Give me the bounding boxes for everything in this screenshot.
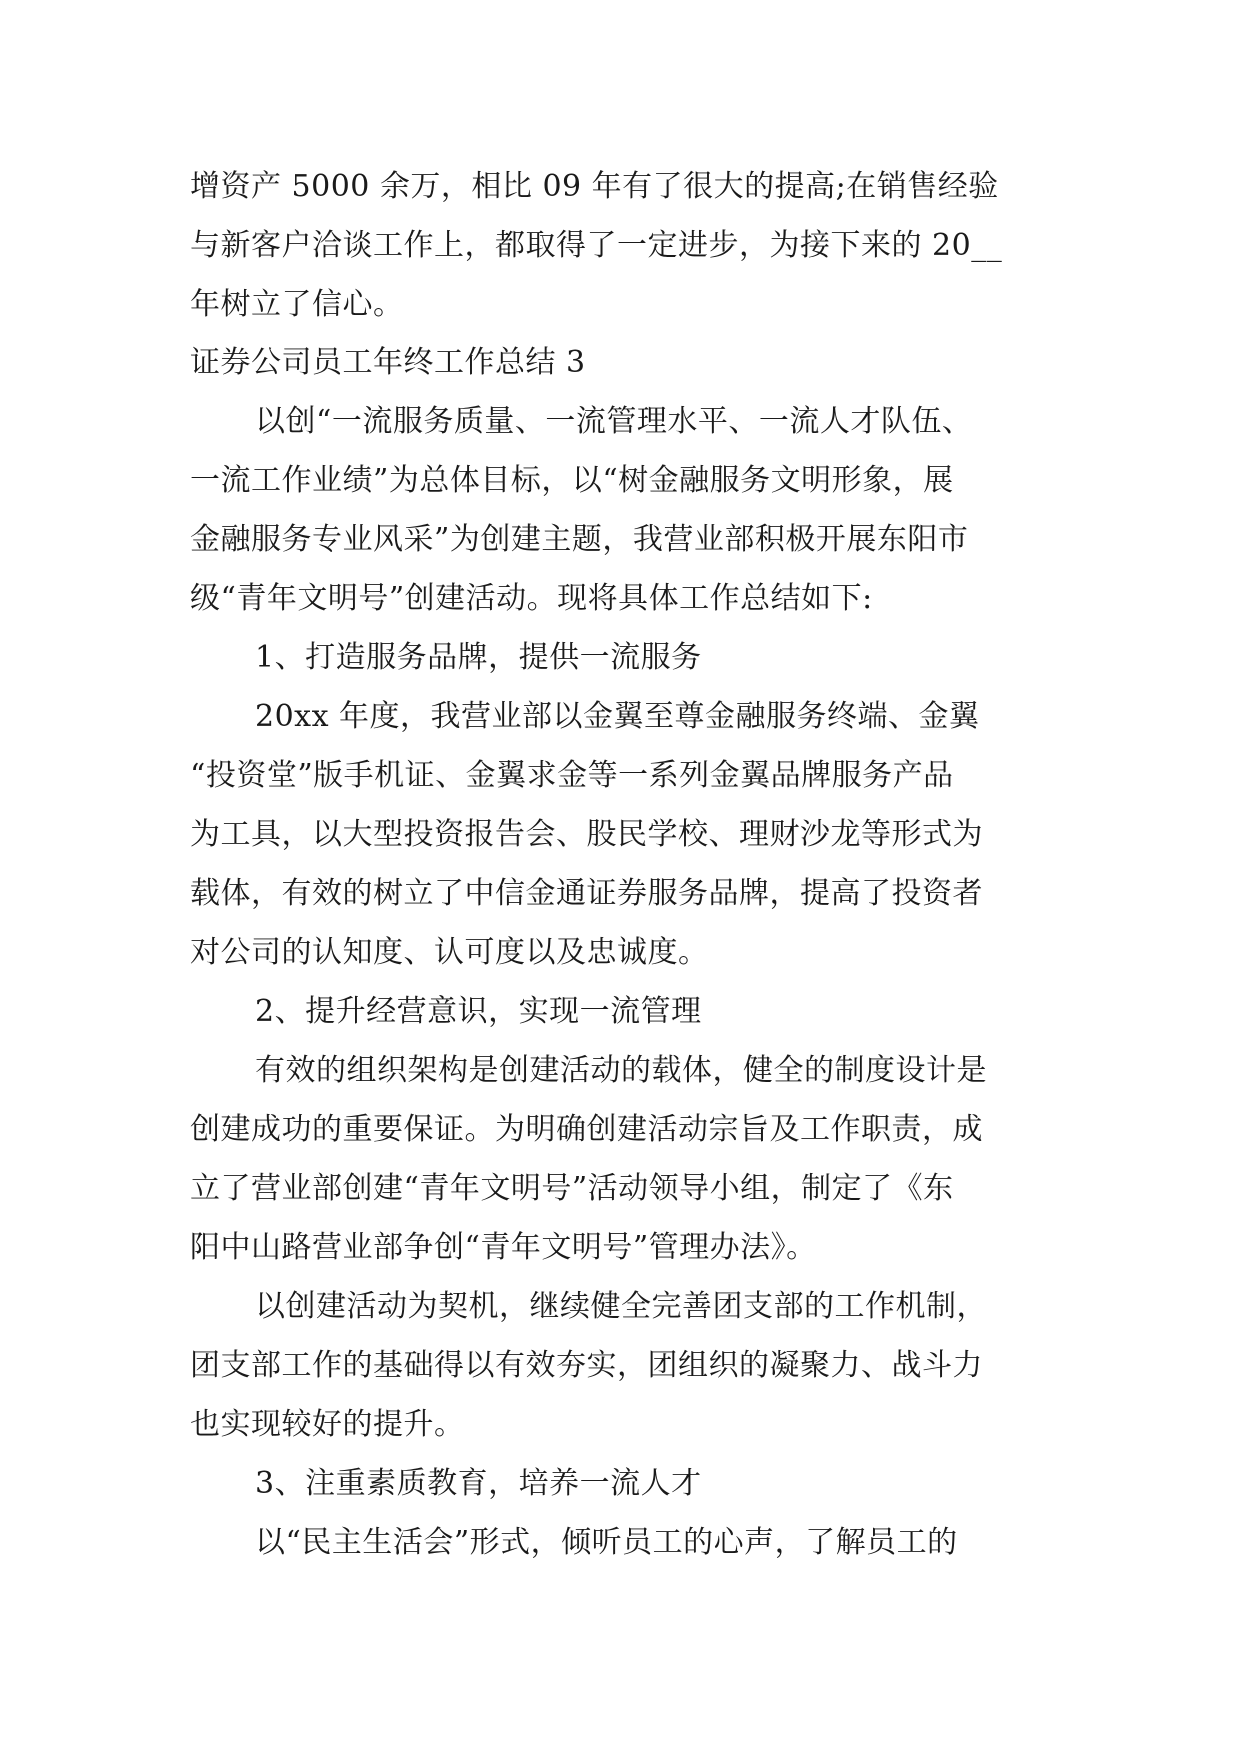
- body-line: 一流工作业绩”为总体目标，以“树金融服务文明形象，展: [190, 463, 954, 498]
- body-line: 以创“一流服务质量、一流管理水平、一流人才队伍、: [255, 404, 973, 439]
- body-line: 有效的组织架构是创建活动的载体，健全的制度设计是: [255, 1053, 987, 1088]
- body-line: 20xx 年度，我营业部以金翼至尊金融服务终端、金翼: [255, 699, 980, 734]
- subheading: 3、注重素质教育，培养一流人才: [255, 1466, 702, 1501]
- body-line: 金融服务专业风采”为创建主题，我营业部积极开展东阳市: [190, 522, 969, 557]
- body-line: 阳中山路营业部争创“青年文明号”管理办法》。: [190, 1230, 817, 1265]
- body-line: 团支部工作的基础得以有效夯实，团组织的凝聚力、战斗力: [190, 1348, 983, 1383]
- body-line: 也实现较好的提升。: [190, 1407, 465, 1442]
- body-line: 为工具，以大型投资报告会、股民学校、理财沙龙等形式为: [190, 817, 983, 852]
- body-line: 立了营业部创建“青年文明号”活动领导小组，制定了《东: [190, 1171, 954, 1206]
- body-line: 以创建活动为契机，继续健全完善团支部的工作机制，: [255, 1289, 987, 1324]
- body-line: 年树立了信心。: [190, 287, 404, 322]
- subheading: 1、打造服务品牌，提供一流服务: [255, 640, 702, 675]
- section-heading: 证券公司员工年终工作总结 3: [190, 345, 586, 380]
- body-line: 以“民主生活会”形式，倾听员工的心声，了解员工的: [255, 1525, 958, 1560]
- body-line: 对公司的认知度、认可度以及忠诚度。: [190, 935, 709, 970]
- body-line: 与新客户洽谈工作上，都取得了一定进步，为接下来的 20__: [190, 228, 1003, 263]
- body-line: 载体，有效的树立了中信金通证券服务品牌，提高了投资者: [190, 876, 983, 911]
- body-line: 增资产 5000 余万，相比 09 年有了很大的提高;在销售经验: [190, 169, 999, 204]
- body-line: 创建成功的重要保证。为明确创建活动宗旨及工作职责，成: [190, 1112, 983, 1147]
- body-line: “投资堂”版手机证、金翼求金等一系列金翼品牌服务产品: [190, 758, 954, 793]
- subheading: 2、提升经营意识，实现一流管理: [255, 994, 702, 1029]
- body-line: 级“青年文明号”创建活动。现将具体工作总结如下:: [190, 581, 873, 616]
